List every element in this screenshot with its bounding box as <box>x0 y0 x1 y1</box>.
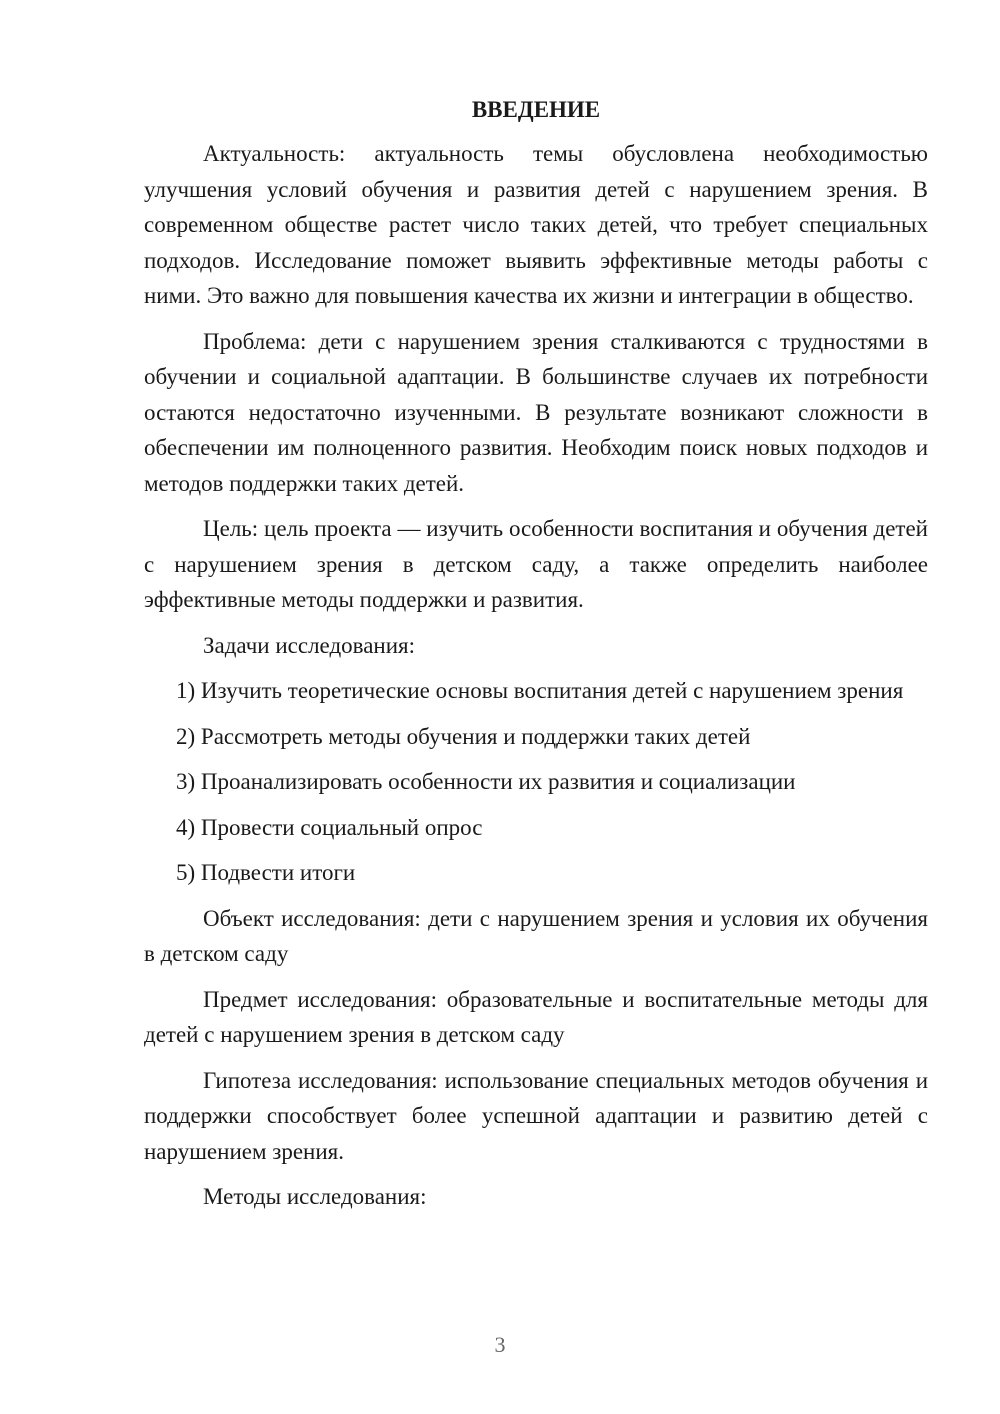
tasks-heading: Задачи исследования: <box>203 632 416 658</box>
methods-heading: Методы исследования: <box>203 1184 427 1209</box>
task-item-5: 5) Подвести итоги <box>176 860 356 885</box>
relevance-paragraph: Актуальность: актуальность темы обусловлена необходимостью улучшения условий обучения и развития детей с нарушением зрения. В современном обществе растет число таких детей, что требует специальных подходов. Исследование поможет выявить эффективные методы работы с ними. Это важно для повышения качества их жизни и интеграции в общество. <box>144 141 928 308</box>
document-page <box>144 92 928 1225</box>
page-title: ВВЕДЕНИЕ <box>471 97 601 122</box>
task-item-3: 3) Проанализировать особенности их развития и социализации <box>176 769 796 794</box>
task-item-1: 1) Изучить теоретические основы воспитания детей с нарушением зрения <box>176 678 904 703</box>
subject-paragraph: Предмет исследования: образовательные и воспитательные методы для детей с нарушением зрения в детском саду <box>144 986 928 1047</box>
tasks-list <box>144 673 928 891</box>
hypothesis-paragraph: Гипотеза исследования: использование специальных методов обучения и поддержки способствует более успешной адаптации и развитию детей с нарушением зрения. <box>144 1067 928 1164</box>
object-paragraph: Объект исследования: дети с нарушением зрения и условия их обучения в детском саду <box>144 905 928 966</box>
goal-paragraph: Цель: цель проекта — изучить особенности воспитания и обучения детей с нарушением зрения в детском саду, а также определить наиболее эффективные методы поддержки и развития. <box>144 516 928 612</box>
task-item-4: 4) Провести социальный опрос <box>176 814 483 840</box>
task-item-2: 2) Рассмотреть методы обучения и поддержки таких детей <box>176 723 751 749</box>
page-number: 3 <box>494 1332 506 1357</box>
problem-paragraph: Проблема: дети с нарушением зрения сталкиваются с трудностями в обучении и социальной адаптации. В большинстве случаев их потребности остаются недостаточно изученными. В результате возникают сложности в обеспечении им полноценного развития. Необходим поиск новых подходов и методов поддержки таких детей. <box>144 328 928 496</box>
